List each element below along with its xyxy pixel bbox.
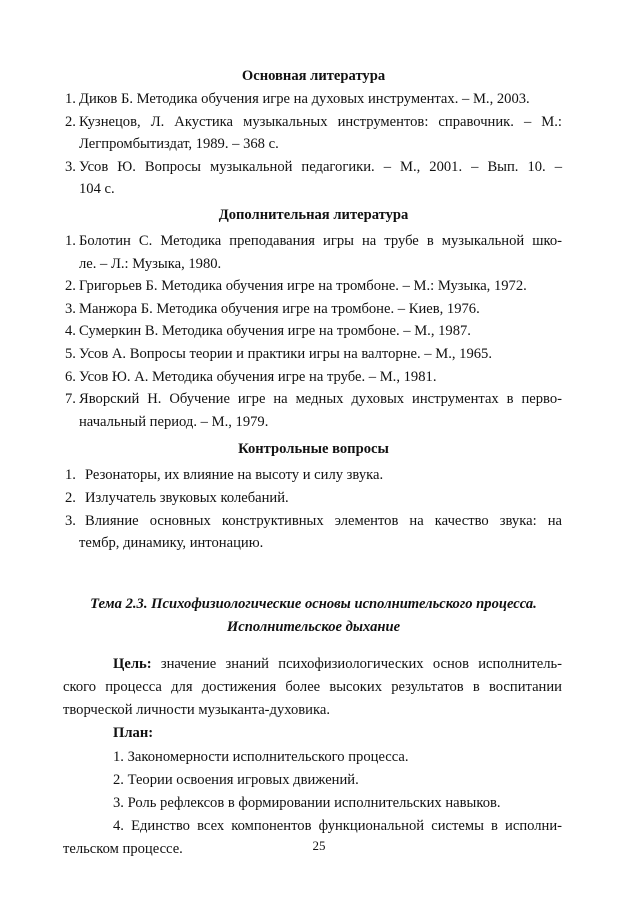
control-questions-heading: Контрольные вопросы (238, 441, 389, 458)
goal-label: Цель: (113, 655, 152, 672)
list-item: 2. Излучатель звуковых колебаний. (65, 489, 289, 506)
list-item: 1. Диков Б. Методика обучения игре на духовых инструментах. – М., 2003. (65, 91, 530, 107)
list-item: 7. Яворский Н. Обучение игре на медных духовых инструментах в перво- начальный период. – М., 1979. (65, 391, 562, 430)
plan-item: 4. Единство всех компонентов функциональной системы в исполни- (113, 818, 562, 835)
main-literature-heading: Основная литература (241, 68, 386, 84)
list-item: 3. Манжора Б. Методика обучения игре на тромбоне. – Киев, 1976. (65, 300, 480, 317)
list-item: 4. Сумеркин В. Методика обучения игре на тромбоне. – М., 1987. (65, 323, 471, 340)
main-literature-list (65, 88, 562, 201)
list-item: 5. Усов А. Вопросы теории и практики игры на валторне. – М., 1965. (65, 345, 492, 362)
topic-heading: Тема 2.3. Психофизиологические основы исполнительского процесса. Исполнительское дыхание (90, 595, 537, 635)
list-item: 3. Усов Ю. Вопросы музыкальной педагогики. – М., 2001. – Вып. 10. – 104 с. (65, 158, 562, 198)
list-item: 2. Григорьев Б. Методика обучения игре на тромбоне. – М.: Музыка, 1972. (65, 278, 527, 295)
list-item: 6. Усов Ю. А. Методика обучения игре на трубе. – М., 1981. (65, 368, 437, 385)
document-page (65, 64, 562, 862)
list-item: 2. Кузнецов, Л. Акустика музыкальных инструментов: справочник. – М.: Легпромбытиздат, 1989. – 368 с. (65, 113, 562, 153)
plan-item: 3. Роль рефлексов в формировании исполнительских навыков. (113, 794, 501, 811)
goal-paragraph: Цель: значение знаний психофизиологических основ исполнитель- ского процесса для достижения более высоких результатов в воспитании творческой личности музыканта-духовика. (63, 655, 562, 719)
extra-literature-heading: Дополнительная литература (218, 206, 409, 223)
plan-section: План: 1. Закономерности исполнительского процесса. 2. Теории освоения игровых движений. 3. Роль рефлексов в формировании исполнительских навыков. 4. Единство всех компонентов функциональной системы в исполни- тельском процессе. (63, 722, 562, 861)
plan-item: 1. Закономерности исполнительского процесса. (113, 748, 409, 765)
list-item: 1. Болотин С. Методика преподавания игры на трубе в музыкальной шко- ле. – Л.: Музыка, 1980. (65, 232, 562, 272)
extra-literature-list (65, 230, 562, 433)
plan-label: План: (113, 725, 154, 742)
page-number: 25 (312, 838, 326, 853)
control-questions-list (65, 464, 562, 554)
plan-item: 2. Теории освоения игровых движений. (113, 771, 359, 788)
list-item: 1. Резонаторы, их влияние на высоту и силу звука. (65, 467, 384, 484)
list-item: 3. Влияние основных конструктивных элементов на качество звука: на тембр, динамику, интонацию. (65, 512, 562, 552)
